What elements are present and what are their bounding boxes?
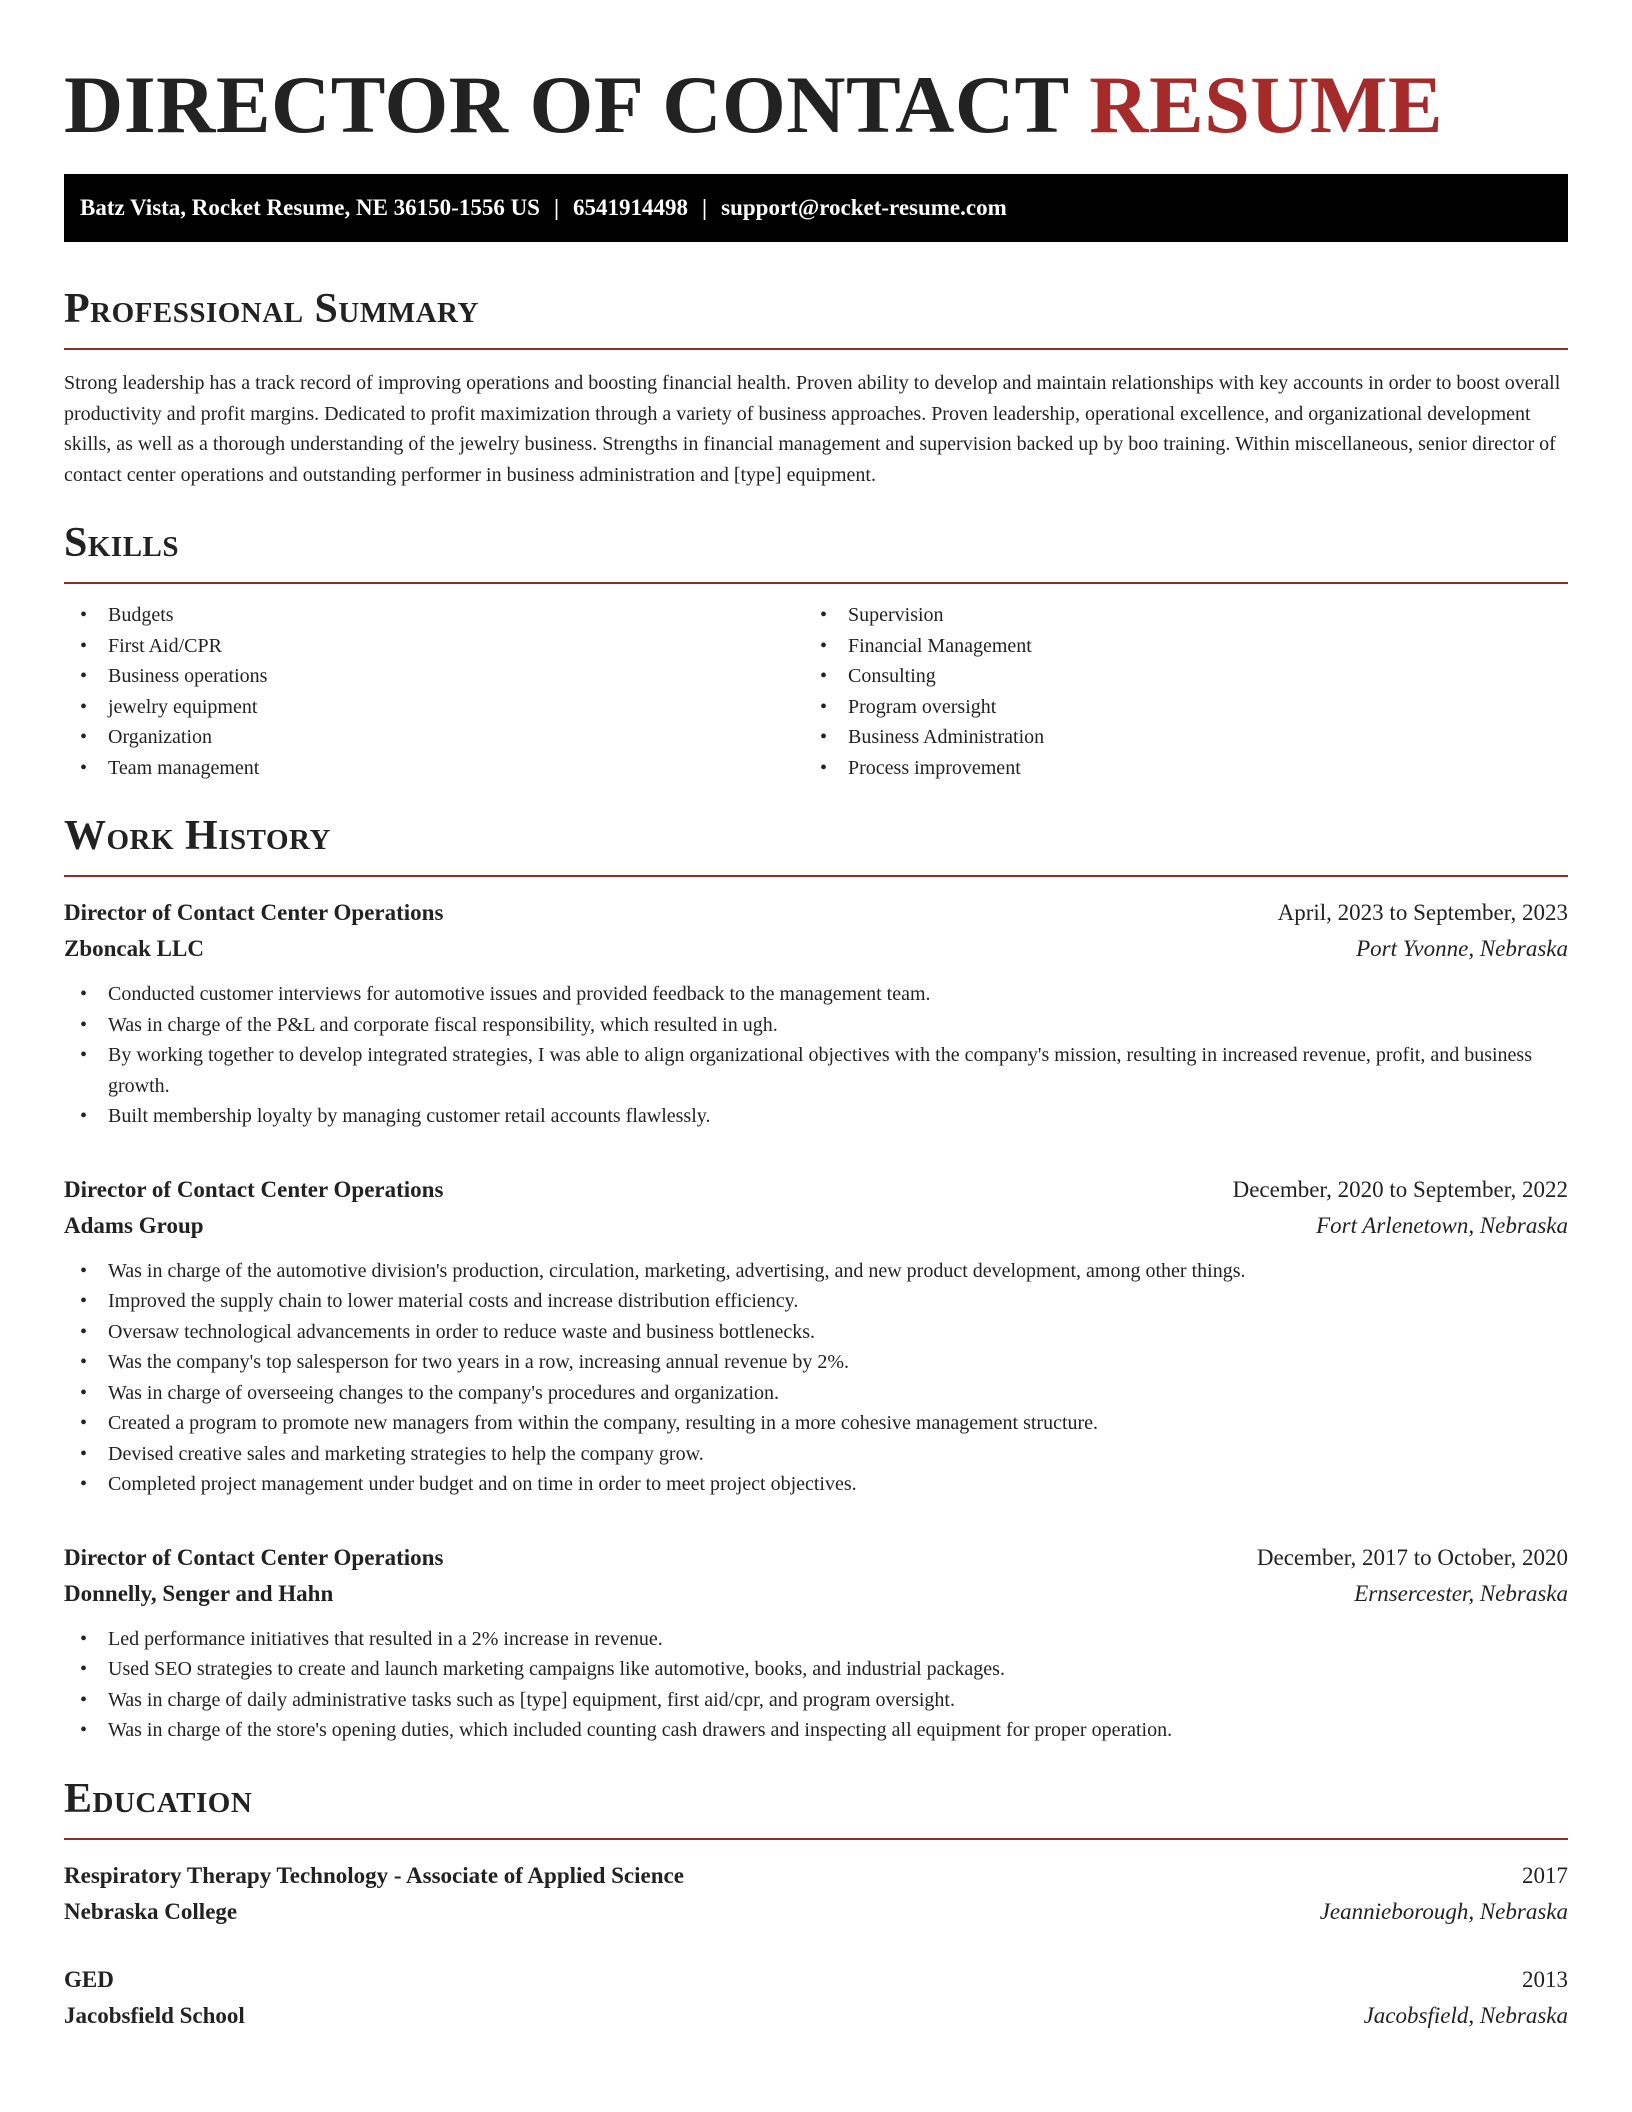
skill-item: • Budgets xyxy=(64,600,804,631)
job-header-row xyxy=(64,895,1568,931)
job-bullet: • Completed project management under budget and on time in order to meet project objectives. xyxy=(64,1469,1568,1500)
job-bullet: • Was in charge of overseeing changes to the company's procedures and organization. xyxy=(64,1378,1568,1409)
job-title: Director of Contact Center Operations xyxy=(64,900,444,925)
job-entry xyxy=(64,895,1568,1132)
summary-text: Strong leadership has a track record of improving operations and boosting financial health. Proven ability to develop and maintain relationships with key accounts in order to boost overall productivity and profit margins. Dedicated to profit maximization through a variety of business approaches. Proven leadership, operational excellence, and organizational development skills, as well as a thorough understanding of the jewelry business. Strengths in financial management and supervision backed up by boo training. Within miscellaneous, senior director of contact center operations and outstanding performer in business administration and [type] equipment. xyxy=(64,372,1561,486)
job-bullet: • Led performance initiatives that resulted in a 2% increase in revenue. xyxy=(64,1624,1568,1655)
section-heading-skills: Skills xyxy=(64,518,1568,584)
education-entry xyxy=(64,1858,1568,1930)
job-dates: December, 2020 to September, 2022 xyxy=(1232,1176,1568,1202)
education-year: 2017 xyxy=(1522,1862,1568,1888)
skill-item: • Organization xyxy=(64,722,804,753)
job-bullet: • Devised creative sales and marketing strategies to help the company grow. xyxy=(64,1439,1568,1470)
job-bullets xyxy=(64,979,1568,1132)
job-entry xyxy=(64,1172,1568,1500)
job-bullet: • Was in charge of the P&L and corporate fiscal responsibility, which resulted in ugh. xyxy=(64,1010,1568,1041)
job-company-row xyxy=(64,1208,1568,1244)
education-location: Jacobsfield, Nebraska xyxy=(1363,2002,1568,2028)
skill-item: • First Aid/CPR xyxy=(64,631,804,662)
job-bullet: • Was in charge of the automotive division's production, circulation, marketing, advertising, and new product development, among other things. xyxy=(64,1256,1568,1287)
education-school: Nebraska College xyxy=(64,1898,238,1924)
education-degree: Respiratory Therapy Technology - Associate of Applied Science xyxy=(64,1862,684,1888)
job-title: Director of Contact Center Operations xyxy=(64,1544,444,1570)
education-school-row xyxy=(64,1998,1568,2034)
education-degree: GED xyxy=(64,1966,114,1992)
resume-page xyxy=(64,0,1568,2034)
job-bullet: • Was the company's top salesperson for two years in a row, increasing annual revenue by 2%. xyxy=(64,1347,1568,1378)
skill-item: • Consulting xyxy=(804,661,1544,692)
job-company: Adams Group xyxy=(64,1212,204,1238)
job-company-row xyxy=(64,1576,1568,1612)
skill-item: • Business Administration xyxy=(804,722,1544,753)
contact-phone[interactable]: 6541914498 xyxy=(573,195,689,220)
skill-item: • jewelry equipment xyxy=(64,692,804,723)
job-bullet: • Built membership loyalty by managing customer retail accounts flawlessly. xyxy=(64,1101,1568,1132)
job-bullet: • Improved the supply chain to lower material costs and increase distribution efficiency. xyxy=(64,1286,1568,1317)
job-company: Zboncak LLC xyxy=(64,936,204,961)
job-entry xyxy=(64,1540,1568,1746)
section-heading-summary: Professional Summary xyxy=(64,284,1568,350)
education-year: 2013 xyxy=(1522,1966,1568,1992)
contact-email[interactable]: support@rocket-resume.com xyxy=(721,195,1007,220)
job-company-row xyxy=(64,931,1568,967)
resume-title xyxy=(64,0,1568,154)
skill-item: • Supervision xyxy=(804,600,1544,631)
job-bullet: • Created a program to promote new managers from within the company, resulting in a more cohesive management structure. xyxy=(64,1408,1568,1439)
job-location: Ernsercester, Nebraska xyxy=(1354,1580,1568,1606)
job-dates: December, 2017 to October, 2020 xyxy=(1256,1544,1568,1570)
job-bullet: • Was in charge of the store's opening duties, which included counting cash drawers and inspecting all equipment for proper operation. xyxy=(64,1715,1568,1746)
job-bullets xyxy=(64,1256,1568,1500)
job-bullets xyxy=(64,1624,1568,1746)
title-main: DIRECTOR OF CONTACT xyxy=(64,59,1069,150)
job-bullet: • Was in charge of daily administrative tasks such as [type] equipment, first aid/cpr, and program oversight. xyxy=(64,1685,1568,1716)
contact-bar xyxy=(64,174,1568,242)
contact-separator: | xyxy=(553,195,560,220)
education-location: Jeannieborough, Nebraska xyxy=(1319,1898,1568,1924)
job-title: Director of Contact Center Operations xyxy=(64,1176,444,1202)
skill-item: • Program oversight xyxy=(804,692,1544,723)
job-location: Port Yvonne, Nebraska xyxy=(1356,936,1568,961)
contact-address: Batz Vista, Rocket Resume, NE 36150-1556 US xyxy=(80,195,540,220)
job-bullet: • Oversaw technological advancements in order to reduce waste and business bottlenecks. xyxy=(64,1317,1568,1348)
skill-item: • Team management xyxy=(64,753,804,784)
skills-column-left xyxy=(64,600,804,783)
education-degree-row xyxy=(64,1858,1568,1894)
education-school-row xyxy=(64,1894,1568,1930)
job-bullet: • Used SEO strategies to create and launch marketing campaigns like automotive, books, and industrial packages. xyxy=(64,1654,1568,1685)
skills-list xyxy=(64,600,1568,783)
education-degree-row xyxy=(64,1962,1568,1998)
skill-item: • Financial Management xyxy=(804,631,1544,662)
job-company: Donnelly, Senger and Hahn xyxy=(64,1580,334,1606)
job-bullet: • By working together to develop integrated strategies, I was able to align organizational objectives with the company's mission, resulting in increased revenue, profit, and business growth. xyxy=(64,1040,1568,1101)
contact-separator: | xyxy=(702,195,708,220)
section-heading-education: Education xyxy=(64,1774,1568,1840)
education-school: Jacobsfield School xyxy=(64,2002,245,2028)
job-header-row xyxy=(64,1172,1568,1208)
job-location: Fort Arlenetown, Nebraska xyxy=(1316,1212,1568,1238)
job-bullet: • Conducted customer interviews for automotive issues and provided feedback to the management team. xyxy=(64,979,1568,1010)
skills-column-right xyxy=(804,600,1544,783)
section-heading-work: Work History xyxy=(64,811,1568,877)
skill-item: • Process improvement xyxy=(804,753,1544,784)
education-entry xyxy=(64,1962,1568,2034)
job-header-row xyxy=(64,1540,1568,1576)
title-accent: RESUME xyxy=(1089,59,1444,150)
job-dates: April, 2023 to September, 2023 xyxy=(1277,900,1568,925)
skill-item: • Business operations xyxy=(64,661,804,692)
